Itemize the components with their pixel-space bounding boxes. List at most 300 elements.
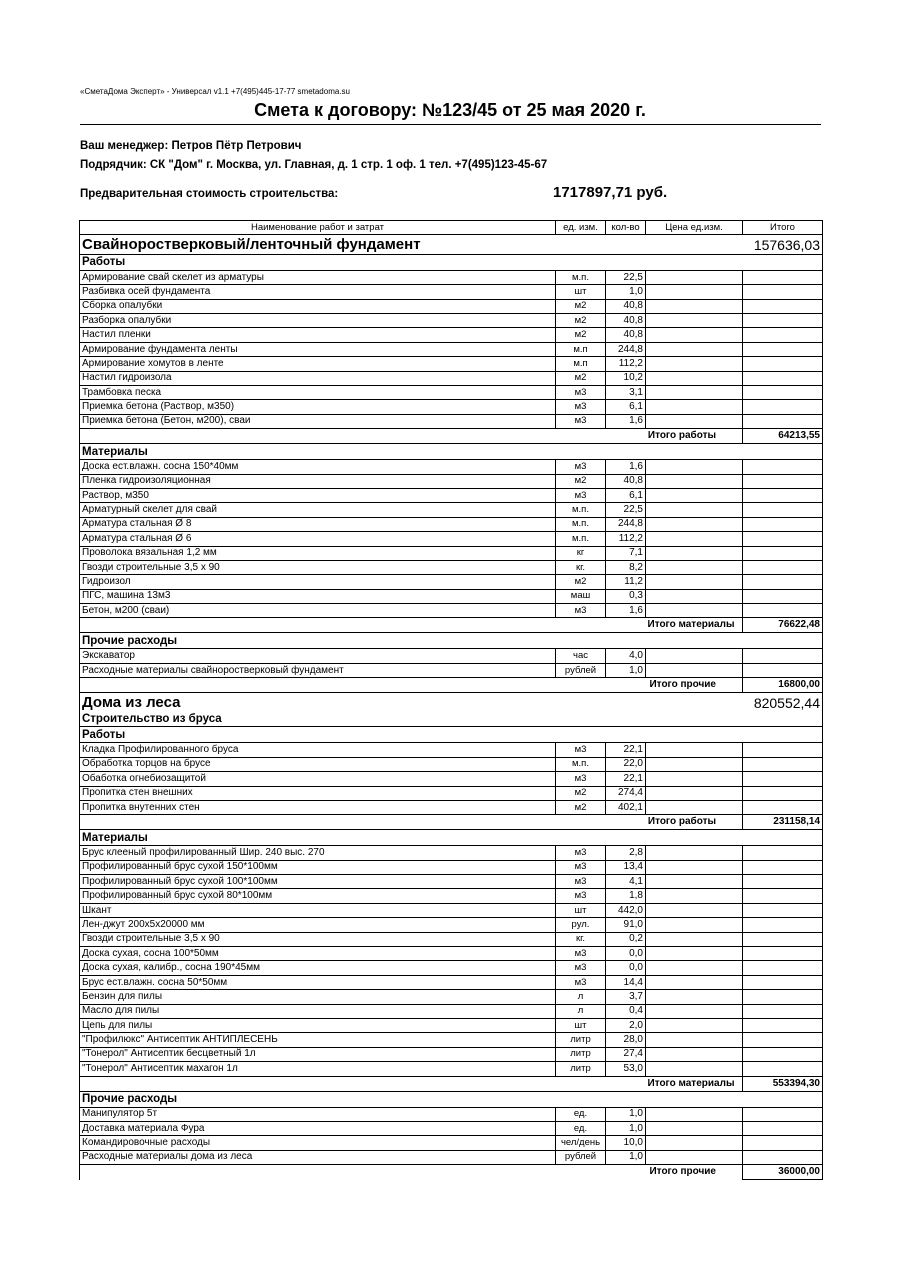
item-unit: м2	[556, 786, 606, 800]
item-name: Армирование фундамента ленты	[80, 342, 556, 356]
table-row	[80, 299, 823, 313]
group-header-row	[80, 444, 823, 460]
item-qty: 1,0	[606, 285, 646, 299]
table-row	[80, 1019, 823, 1033]
group-total-row	[80, 1165, 823, 1180]
item-unit: м.п	[556, 357, 606, 371]
item-total	[743, 846, 823, 860]
item-price	[646, 889, 743, 903]
item-qty: 1,0	[606, 1121, 646, 1135]
item-qty: 7,1	[606, 546, 646, 560]
item-unit: чел/день	[556, 1136, 606, 1150]
item-name: Профилированный брус сухой 150*100мм	[80, 860, 556, 874]
item-price	[646, 546, 743, 560]
item-total	[743, 975, 823, 989]
item-unit: м.п.	[556, 517, 606, 531]
estimate-table	[79, 220, 823, 1180]
item-total	[743, 903, 823, 917]
item-qty: 2,8	[606, 846, 646, 860]
item-name: "Профилюкс" Антисептик АНТИПЛЕСЕНЬ	[80, 1033, 556, 1047]
item-unit: м3	[556, 947, 606, 961]
item-unit: м.п.	[556, 503, 606, 517]
table-row	[80, 386, 823, 400]
group-total-row	[80, 429, 823, 444]
item-price	[646, 386, 743, 400]
group-total-label: Итого прочие	[649, 679, 716, 691]
table-row	[80, 400, 823, 414]
item-unit: час	[556, 649, 606, 663]
item-qty: 274,4	[606, 786, 646, 800]
item-name: Лен-джут 200х5х20000 мм	[80, 918, 556, 932]
item-name: Обработка торцов на брусе	[80, 757, 556, 771]
item-qty: 40,8	[606, 299, 646, 313]
item-qty: 22,5	[606, 270, 646, 284]
item-name: Бензин для пилы	[80, 990, 556, 1004]
item-price	[646, 1062, 743, 1076]
item-qty: 22,1	[606, 772, 646, 786]
item-price	[646, 488, 743, 502]
item-unit: м3	[556, 386, 606, 400]
item-name: Цепь для пилы	[80, 1019, 556, 1033]
group-title: Материалы	[80, 830, 823, 846]
item-name: Армирование свай скелет из арматуры	[80, 270, 556, 284]
item-total	[743, 1047, 823, 1061]
estimate-table-body	[80, 221, 823, 1180]
item-qty: 8,2	[606, 560, 646, 574]
item-price	[646, 990, 743, 1004]
section-total: 820552,44	[743, 693, 823, 713]
item-unit: м.п	[556, 342, 606, 356]
item-total	[743, 517, 823, 531]
item-total	[743, 663, 823, 677]
col-header-name: Наименование работ и затрат	[80, 221, 556, 235]
item-name: Доска сухая, калибр., сосна 190*45мм	[80, 961, 556, 975]
item-price	[646, 918, 743, 932]
section-title: Свайноростверковый/ленточный фундамент	[80, 235, 743, 255]
item-unit: м2	[556, 328, 606, 342]
item-qty: 3,1	[606, 386, 646, 400]
item-total	[743, 414, 823, 428]
item-unit: м3	[556, 460, 606, 474]
item-name: Масло для пилы	[80, 1004, 556, 1018]
item-qty: 1,0	[606, 663, 646, 677]
item-name: Обаботка огнебиозащитой	[80, 772, 556, 786]
table-row	[80, 903, 823, 917]
item-qty: 0,0	[606, 961, 646, 975]
table-row	[80, 285, 823, 299]
item-total	[743, 503, 823, 517]
item-total	[743, 947, 823, 961]
table-row	[80, 575, 823, 589]
item-price	[646, 575, 743, 589]
item-total	[743, 1033, 823, 1047]
section-title: Дома из леса	[80, 693, 743, 713]
item-unit: м3	[556, 772, 606, 786]
item-qty: 13,4	[606, 860, 646, 874]
item-name: Пропитка стен внешних	[80, 786, 556, 800]
item-total	[743, 875, 823, 889]
table-row	[80, 1136, 823, 1150]
item-qty: 442,0	[606, 903, 646, 917]
table-row	[80, 800, 823, 814]
item-unit: л	[556, 1004, 606, 1018]
item-name: Расходные материалы свайноростверковый фундамент	[80, 663, 556, 677]
item-total	[743, 918, 823, 932]
group-total-label: Итого работы	[647, 816, 716, 828]
item-name: "Тонерол" Антисептик бесцветный 1л	[80, 1047, 556, 1061]
table-row	[80, 772, 823, 786]
item-qty: 28,0	[606, 1033, 646, 1047]
item-price	[646, 414, 743, 428]
item-qty: 22,1	[606, 743, 646, 757]
item-qty: 53,0	[606, 1062, 646, 1076]
item-price	[646, 649, 743, 663]
item-name: Профилированный брус сухой 100*100мм	[80, 875, 556, 889]
table-row	[80, 589, 823, 603]
section-total: 157636,03	[743, 235, 823, 255]
item-name: Манипулятор 5т	[80, 1107, 556, 1121]
group-title: Прочие расходы	[80, 633, 823, 649]
item-qty: 10,0	[606, 1136, 646, 1150]
col-header-price: Цена ед.изм.	[646, 221, 743, 235]
table-row	[80, 743, 823, 757]
item-qty: 0,3	[606, 589, 646, 603]
table-row	[80, 1107, 823, 1121]
table-row	[80, 990, 823, 1004]
item-qty: 91,0	[606, 918, 646, 932]
subsection-title: Строительство из бруса	[80, 712, 823, 727]
section-row	[80, 235, 823, 255]
group-total-value: 76622,48	[743, 618, 823, 633]
item-name: Арматура стальная Ø 6	[80, 532, 556, 546]
item-name: Пленка гидроизоляционная	[80, 474, 556, 488]
item-qty: 0,2	[606, 932, 646, 946]
item-name: Гвозди строительные 3,5 х 90	[80, 560, 556, 574]
item-name: Доска ест.влажн. сосна 150*40мм	[80, 460, 556, 474]
item-total	[743, 932, 823, 946]
item-price	[646, 400, 743, 414]
total-blank	[80, 815, 646, 830]
item-price	[646, 589, 743, 603]
item-qty: 40,8	[606, 314, 646, 328]
cost-label: Предварительная стоимость строительства:	[80, 188, 339, 200]
item-name: Приемка бетона (Раствор, м350)	[80, 400, 556, 414]
item-total	[743, 1019, 823, 1033]
item-price	[646, 1121, 743, 1135]
table-row	[80, 560, 823, 574]
item-name: Брус клееный профилированный Шир. 240 выс. 270	[80, 846, 556, 860]
item-total	[743, 314, 823, 328]
cost-value: 1717897,71 руб.	[553, 184, 668, 201]
item-qty: 1,6	[606, 604, 646, 618]
item-total	[743, 371, 823, 385]
item-price	[646, 903, 743, 917]
item-unit: литр	[556, 1047, 606, 1061]
item-price	[646, 299, 743, 313]
item-name: Гвозди строительные 3,5 х 90	[80, 932, 556, 946]
item-unit: м.п.	[556, 757, 606, 771]
page-title: Смета к договору: №123/45 от 25 мая 2020 г.	[254, 100, 646, 120]
item-name: Бетон, м200 (сваи)	[80, 604, 556, 618]
item-unit: м2	[556, 371, 606, 385]
item-name: Трамбовка песка	[80, 386, 556, 400]
item-total	[743, 786, 823, 800]
item-total	[743, 474, 823, 488]
item-name: Расходные материалы дома из леса	[80, 1150, 556, 1164]
item-price	[646, 961, 743, 975]
item-unit: кг	[556, 546, 606, 560]
total-blank	[80, 618, 646, 633]
item-qty: 1,0	[606, 1150, 646, 1164]
item-unit: м3	[556, 488, 606, 502]
table-row	[80, 371, 823, 385]
item-unit: м3	[556, 400, 606, 414]
table-row	[80, 875, 823, 889]
item-qty: 40,8	[606, 474, 646, 488]
item-total	[743, 990, 823, 1004]
item-qty: 244,8	[606, 517, 646, 531]
group-header-row	[80, 633, 823, 649]
item-total	[743, 546, 823, 560]
col-header-total: Итого	[743, 221, 823, 235]
item-price	[646, 460, 743, 474]
table-row	[80, 1004, 823, 1018]
group-total-label: Итого прочие	[649, 1166, 716, 1178]
table-row	[80, 474, 823, 488]
table-row	[80, 961, 823, 975]
group-header-row	[80, 830, 823, 846]
item-total	[743, 1136, 823, 1150]
item-qty: 112,2	[606, 357, 646, 371]
manager-line: Ваш менеджер: Петров Пётр Петрович	[80, 140, 302, 152]
item-price	[646, 1150, 743, 1164]
group-total-label: Итого материалы	[647, 1077, 735, 1089]
table-row	[80, 342, 823, 356]
item-price	[646, 270, 743, 284]
item-total	[743, 757, 823, 771]
item-total	[743, 270, 823, 284]
col-header-unit: ед. изм.	[556, 221, 606, 235]
item-unit: шт	[556, 903, 606, 917]
item-unit: м2	[556, 800, 606, 814]
table-row	[80, 1062, 823, 1076]
item-name: ПГС, машина 13м3	[80, 589, 556, 603]
total-blank	[80, 429, 646, 444]
item-qty: 22,5	[606, 503, 646, 517]
item-unit: рублей	[556, 663, 606, 677]
table-row	[80, 460, 823, 474]
item-unit: м3	[556, 860, 606, 874]
item-name: Арматурный скелет для свай	[80, 503, 556, 517]
item-qty: 1,8	[606, 889, 646, 903]
table-header-row	[80, 221, 823, 235]
group-header-row	[80, 254, 823, 270]
item-price	[646, 285, 743, 299]
section-row	[80, 693, 823, 713]
subsection-row	[80, 712, 823, 727]
item-price	[646, 604, 743, 618]
item-price	[646, 757, 743, 771]
item-name: Проволока вязальная 1,2 мм	[80, 546, 556, 560]
item-total	[743, 1107, 823, 1121]
table-row	[80, 503, 823, 517]
table-row	[80, 1033, 823, 1047]
table-row	[80, 270, 823, 284]
item-qty: 112,2	[606, 532, 646, 546]
item-name: Арматура стальная Ø 8	[80, 517, 556, 531]
item-name: Брус ест.влажн. сосна 50*50мм	[80, 975, 556, 989]
item-name: "Тонерол" Антисептик махагон 1л	[80, 1062, 556, 1076]
item-total	[743, 649, 823, 663]
item-name: Кладка Профилированного бруса	[80, 743, 556, 757]
item-total	[743, 299, 823, 313]
group-total-value: 64213,55	[743, 429, 823, 444]
item-unit: м3	[556, 414, 606, 428]
group-total-value: 553394,30	[743, 1076, 823, 1091]
item-total	[743, 1004, 823, 1018]
item-total	[743, 889, 823, 903]
item-name: Гидроизол	[80, 575, 556, 589]
item-unit: м3	[556, 961, 606, 975]
item-qty: 14,4	[606, 975, 646, 989]
item-name: Разборка опалубки	[80, 314, 556, 328]
item-unit: рублей	[556, 1150, 606, 1164]
item-qty: 244,8	[606, 342, 646, 356]
table-row	[80, 846, 823, 860]
item-unit: м3	[556, 604, 606, 618]
group-header-row	[80, 1091, 823, 1107]
item-price	[646, 314, 743, 328]
item-unit: л	[556, 990, 606, 1004]
item-qty: 402,1	[606, 800, 646, 814]
table-row	[80, 649, 823, 663]
group-total-row	[80, 1076, 823, 1091]
item-qty: 27,4	[606, 1047, 646, 1061]
item-name: Доска сухая, сосна 100*50мм	[80, 947, 556, 961]
item-name: Экскаватор	[80, 649, 556, 663]
group-total-value: 231158,14	[743, 815, 823, 830]
item-unit: м.п.	[556, 532, 606, 546]
table-row	[80, 918, 823, 932]
item-total	[743, 328, 823, 342]
group-title: Материалы	[80, 444, 823, 460]
group-title: Работы	[80, 727, 823, 743]
item-total	[743, 560, 823, 574]
group-total-row	[80, 618, 823, 633]
item-total	[743, 743, 823, 757]
table-row	[80, 786, 823, 800]
group-total-label: Итого работы	[647, 430, 716, 442]
item-name: Командировочные расходы	[80, 1136, 556, 1150]
item-qty: 4,0	[606, 649, 646, 663]
item-unit: ед.	[556, 1121, 606, 1135]
item-price	[646, 503, 743, 517]
table-row	[80, 663, 823, 677]
item-total	[743, 1121, 823, 1135]
item-qty: 0,0	[606, 947, 646, 961]
item-price	[646, 932, 743, 946]
item-name: Шкант	[80, 903, 556, 917]
item-total	[743, 575, 823, 589]
table-row	[80, 1121, 823, 1135]
item-price	[646, 357, 743, 371]
table-row	[80, 414, 823, 428]
item-price	[646, 1136, 743, 1150]
item-unit: шт	[556, 1019, 606, 1033]
item-unit: м3	[556, 846, 606, 860]
item-name: Доставка материала Фура	[80, 1121, 556, 1135]
item-unit: м3	[556, 975, 606, 989]
item-total	[743, 961, 823, 975]
item-total	[743, 357, 823, 371]
item-total	[743, 604, 823, 618]
item-unit: м3	[556, 889, 606, 903]
title-divider	[80, 124, 821, 125]
item-unit: м2	[556, 575, 606, 589]
group-total-row	[80, 815, 823, 830]
item-unit: ед.	[556, 1107, 606, 1121]
item-total	[743, 386, 823, 400]
item-price	[646, 875, 743, 889]
group-total-value: 36000,00	[743, 1165, 823, 1180]
item-price	[646, 1107, 743, 1121]
total-blank	[80, 1076, 646, 1091]
item-unit: кг.	[556, 560, 606, 574]
item-price	[646, 560, 743, 574]
item-price	[646, 1047, 743, 1061]
contractor-line: Подрядчик: СК "Дом" г. Москва, ул. Главная, д. 1 стр. 1 оф. 1 тел. +7(495)123-45-67	[80, 159, 548, 171]
col-header-qty: кол-во	[606, 221, 646, 235]
item-price	[646, 328, 743, 342]
item-total	[743, 772, 823, 786]
item-qty: 4,1	[606, 875, 646, 889]
total-blank	[80, 678, 646, 693]
table-row	[80, 757, 823, 771]
item-qty: 1,6	[606, 414, 646, 428]
item-qty: 1,0	[606, 1107, 646, 1121]
item-price	[646, 342, 743, 356]
item-price	[646, 786, 743, 800]
item-unit: рул.	[556, 918, 606, 932]
item-unit: маш	[556, 589, 606, 603]
item-price	[646, 663, 743, 677]
item-name: Настил пленки	[80, 328, 556, 342]
table-row	[80, 947, 823, 961]
item-name: Армирование хомутов в ленте	[80, 357, 556, 371]
group-header-row	[80, 727, 823, 743]
item-price	[646, 1033, 743, 1047]
table-row	[80, 517, 823, 531]
item-unit: м2	[556, 314, 606, 328]
item-price	[646, 772, 743, 786]
table-row	[80, 314, 823, 328]
item-qty: 2,0	[606, 1019, 646, 1033]
item-total	[743, 285, 823, 299]
table-row	[80, 488, 823, 502]
item-qty: 6,1	[606, 488, 646, 502]
table-row	[80, 889, 823, 903]
table-row	[80, 975, 823, 989]
item-total	[743, 589, 823, 603]
item-name: Настил гидроизола	[80, 371, 556, 385]
item-total	[743, 400, 823, 414]
group-total-value: 16800,00	[743, 678, 823, 693]
item-unit: м3	[556, 875, 606, 889]
item-price	[646, 517, 743, 531]
item-price	[646, 474, 743, 488]
item-unit: м2	[556, 474, 606, 488]
item-unit: литр	[556, 1033, 606, 1047]
